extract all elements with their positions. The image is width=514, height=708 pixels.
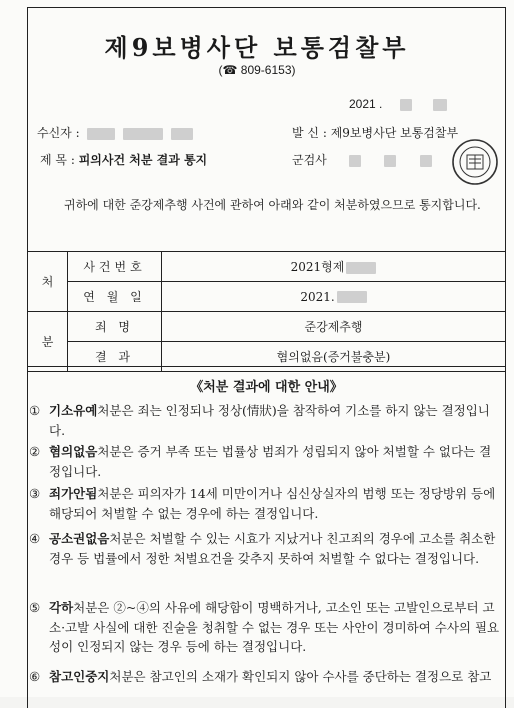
redaction-mark xyxy=(349,155,361,167)
intro-paragraph: 귀하에 대한 준강제추행 사건에 관하여 아래와 같이 처분하였으므로 통지합니다. xyxy=(64,198,481,212)
disposition-table xyxy=(27,251,506,372)
recipient-label: 수신자 : xyxy=(37,126,80,140)
redaction-mark xyxy=(87,128,115,140)
subject-row xyxy=(40,151,207,168)
recipient-row xyxy=(37,124,193,141)
redaction-mark xyxy=(384,155,396,167)
case-number-text: 2021형제 xyxy=(290,260,345,274)
date-text: 2021. xyxy=(300,289,335,304)
date-label: 연 월 일 xyxy=(68,282,162,312)
disposition-side-label-top: 처 xyxy=(28,252,68,312)
case-number-value xyxy=(162,252,506,282)
item-text: 처분은 죄는 인정되나 정상(情狀)을 참작하여 기소를 하지 않는 결정입니다. xyxy=(49,403,490,438)
item-term: 기소유예 xyxy=(49,403,98,418)
item-number: ⑤ xyxy=(29,600,41,615)
document-title: 제9보병사단 보통검찰부 xyxy=(104,33,410,62)
disposition-side-label-bottom: 분 xyxy=(28,312,68,372)
redaction-mark xyxy=(337,291,367,303)
item-term: 혐의없음 xyxy=(49,444,98,459)
item-number: ③ xyxy=(29,486,41,501)
item-text: 처분은 피의자가 14세 미만이거나 심신상실자의 범행 또는 정당방위 등에 해당되어 처벌할 수 없는 경우에 하는 결정입니다. xyxy=(49,486,496,521)
item-text: 처분은 참고인의 소재가 확인되지 않아 수사를 중단하는 결정으로 참고 xyxy=(109,669,492,684)
notice-item xyxy=(29,484,501,523)
table-row xyxy=(28,252,506,282)
notice-item xyxy=(29,598,501,657)
item-term: 참고인중지 xyxy=(49,669,110,684)
item-text: 처분은 증거 부족 또는 법률상 범죄가 성립되지 않아 처벌할 수 없다는 결정입니다. xyxy=(49,444,492,479)
prosecutor-row xyxy=(292,151,432,168)
sender-row xyxy=(292,124,458,141)
prosecutor-label: 군검사 xyxy=(292,153,327,167)
redaction-mark xyxy=(420,155,432,167)
subject-label: 제 목 : xyxy=(40,153,75,167)
result-value: 혐의없음(증거불충분) xyxy=(162,342,506,372)
charge-label: 죄 명 xyxy=(68,312,162,342)
disposition-notice xyxy=(27,366,506,698)
item-text: 처분은 ②~④의 사유에 해당함이 명백하거나, 고소인 또는 고발인으로부터 고소·고발 사실에 대한 진술을 청취할 수 없는 경우 또는 사안이 경미하여 수사의 필요성이 인정되지 않는 경우 등에 하는 결정입니다. xyxy=(49,600,500,654)
notice-item xyxy=(29,529,501,568)
item-term: 공소권없음 xyxy=(49,531,110,546)
notice-heading: 《처분 결과에 대한 안내》 xyxy=(190,380,343,395)
charge-value: 준강제추행 xyxy=(162,312,506,342)
item-number: ① xyxy=(29,403,41,418)
case-number-label: 사건번호 xyxy=(68,252,162,282)
item-term: 각하 xyxy=(49,600,74,615)
redaction-mark xyxy=(400,99,412,111)
date-value xyxy=(162,282,506,312)
sender-label: 발 신 : xyxy=(292,126,327,140)
item-text: 처분은 처벌할 수 있는 시효가 지났거나 친고죄의 경우에 고소를 취소한 경우 등 법률에서 정한 처벌요건을 갖추지 못하여 처벌할 수 없다는 결정입니다. xyxy=(49,531,496,566)
notice-item xyxy=(29,442,501,481)
item-term: 죄가안됨 xyxy=(49,486,98,501)
official-seal-icon xyxy=(450,137,500,187)
redaction-mark xyxy=(123,128,163,140)
redaction-mark xyxy=(171,128,193,140)
phone-number: (☎ 809-6153) xyxy=(218,63,296,77)
subject-value: 피의사건 처분 결과 통지 xyxy=(78,153,208,167)
redaction-mark xyxy=(433,99,447,111)
table-row xyxy=(28,282,506,312)
issue-date-text: 2021 . xyxy=(349,97,383,111)
table-row xyxy=(28,312,506,342)
item-number: ② xyxy=(29,444,41,459)
issue-date xyxy=(349,97,447,111)
redaction-mark xyxy=(346,262,376,274)
sender-value: 제9보병사단 보통검찰부 xyxy=(330,126,459,140)
item-number: ⑥ xyxy=(29,669,41,684)
result-label: 결 과 xyxy=(68,342,162,372)
notice-item xyxy=(29,667,501,687)
item-number: ④ xyxy=(29,531,41,546)
notice-item xyxy=(29,401,501,440)
